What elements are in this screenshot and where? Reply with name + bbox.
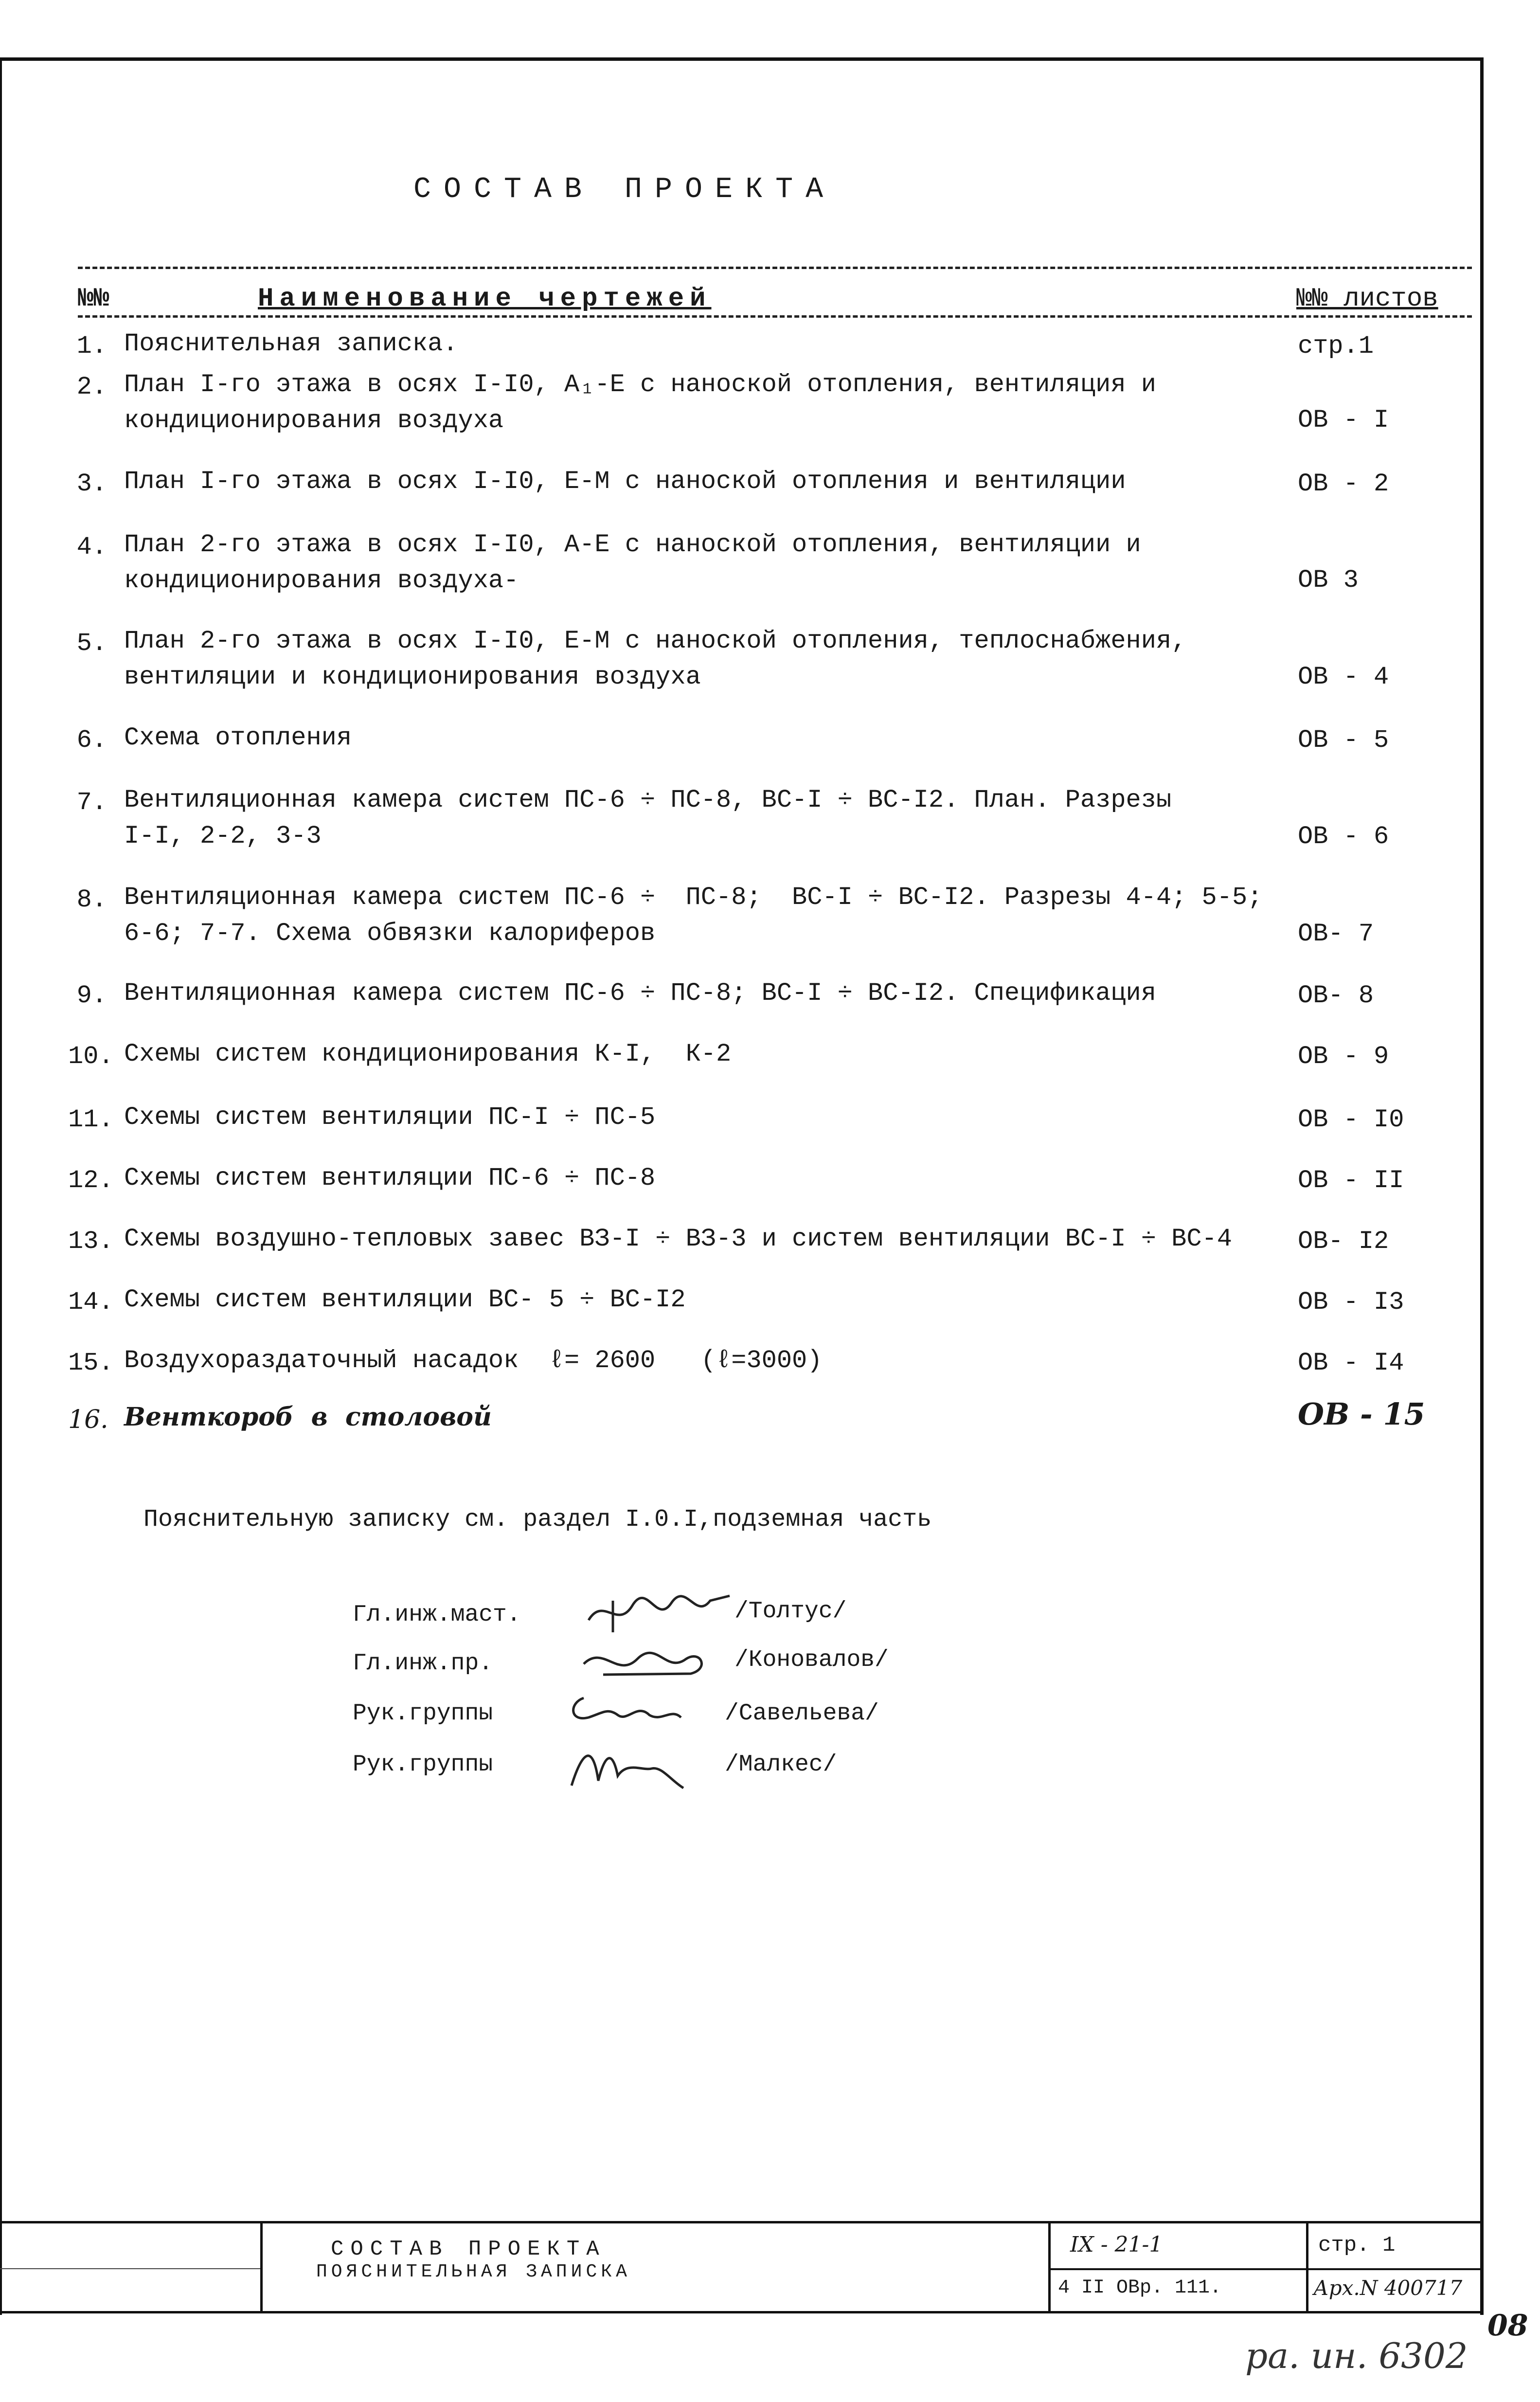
title-block-code: 4 II ОВр. 111. [1058,2277,1222,2299]
title-block-divider [1048,2268,1484,2270]
row-number: 7. [76,788,107,817]
row-sheet-code: ОВ- 7 [1298,920,1374,948]
row-sheet-code: ОВ - I4 [1298,1349,1404,1377]
row-description: План I-го этажа в осях I-I0, А₁-Е с наноской отопления, вентиляция и кондиционирования воздуха [124,370,1156,435]
row-description: Схемы воздушно-тепловых завес ВЗ-I ÷ ВЗ-3 и систем вентиляции ВС-I ÷ ВС-4 [124,1225,1232,1253]
row-description: Венткороб в столовой [124,1402,492,1432]
row-description: Вентиляционная камера систем ПС-6 ÷ ПС-8; ВС-I ÷ ВС-I2. Спецификация [124,979,1156,1008]
row-sheet-code: ОВ - I [1298,406,1389,434]
row-sheet-code: ОВ - 6 [1298,822,1389,851]
row-number: 13. [68,1227,114,1256]
row-sheet-code: ОВ - 9 [1298,1042,1389,1071]
handwritten-inventory-stamp: ра. ин. 6302 [1245,2335,1468,2376]
title-block-title: СОСТАВ ПРОЕКТА [331,2237,606,2261]
title-block-archive-number: Арх.N 400717 [1313,2276,1463,2300]
signature-role: Рук.группы [353,1752,493,1778]
row-description: План I-го этажа в осях I-I0, Е-М с наноской отопления и вентиляции [124,467,1126,496]
title-block-subtitle: ПОЯСНИТЕЛЬНАЯ ЗАПИСКА [316,2261,631,2282]
row-number: 1. [76,332,107,361]
row-number: 3. [76,470,107,498]
row-sheet-code: ОВ - II [1298,1166,1404,1195]
dashed-divider [78,315,1472,318]
signature-name: /Толтус/ [734,1598,847,1625]
row-number: 4. [76,533,107,561]
row-description: Пояснительная записка. [124,329,458,358]
row-number: 12. [68,1166,114,1195]
signature-name: /Коновалов/ [734,1647,889,1673]
row-number: 6. [76,726,107,755]
document-title: СОСТАВ ПРОЕКТА [413,173,836,206]
corner-page-mark: 08 [1487,2309,1528,2343]
row-sheet-code: ОВ - 5 [1298,726,1389,755]
title-block-page: стр. 1 [1318,2233,1396,2258]
row-description: Схемы систем вентиляции ПС-I ÷ ПС-5 [124,1103,656,1132]
row-description: Воздухораздаточный насадок ℓ= 2600 (ℓ=3000) [124,1346,823,1375]
row-number: 2. [76,373,107,401]
row-description: План 2-го этажа в осях I-I0, Е-М с наноской отопления, теплоснабжения, вентиляции и кондиционирования воздуха [124,627,1187,691]
row-number: 16. [68,1405,108,1434]
signature-role: Гл.инж.пр. [353,1650,493,1677]
row-sheet-code: ОВ - 4 [1298,663,1389,691]
signature-scribble-icon [564,1742,691,1795]
signature-name: /Малкес/ [725,1752,837,1778]
signature-scribble-icon [584,1586,739,1640]
title-block [0,2221,1484,2313]
row-sheet-code: ОВ 3 [1298,566,1359,595]
row-number: 8. [76,885,107,914]
row-sheet-code: ОВ - 15 [1298,1396,1425,1432]
signature-scribble-icon [574,1640,720,1683]
title-block-divider [260,2223,263,2311]
row-number: 11. [68,1105,114,1134]
row-number: 14. [68,1288,114,1317]
row-description: Схемы систем вентиляции ПС-6 ÷ ПС-8 [124,1164,656,1192]
row-sheet-code: ОВ- 8 [1298,981,1374,1010]
row-sheet-code: стр.1 [1298,332,1374,361]
signature-role: Рук.группы [353,1700,493,1727]
title-block-divider [1048,2223,1051,2311]
signature-role: Гл.инж.маст. [353,1602,521,1628]
row-sheet-code: ОВ - I3 [1298,1288,1404,1317]
row-number: 10. [68,1042,114,1071]
signature-scribble-icon [564,1688,691,1732]
row-description: Вентиляционная камера систем ПС-6 ÷ ПС-8, ВС-I ÷ ВС-I2. План. Разрезы I-I, 2-2, 3-3 [124,786,1172,850]
row-description: Вентиляционная камера систем ПС-6 ÷ ПС-8; ВС-I ÷ ВС-I2. Разрезы 4-4; 5-5; 6-6; 7-7. Схема обвязки калориферов [124,883,1263,948]
row-sheet-code: ОВ- I2 [1298,1227,1389,1256]
header-drawing-name: Наименование чертежей [258,284,712,314]
row-number: 9. [76,981,107,1010]
row-number: 5. [76,629,107,658]
row-sheet-code: ОВ - 2 [1298,470,1389,498]
header-number: №№ [78,284,109,314]
row-number: 15. [68,1349,114,1377]
row-description: Схема отопления [124,723,352,752]
title-block-divider [1306,2223,1308,2311]
row-description: План 2-го этажа в осях I-I0, А-Е с наноской отопления, вентиляции и кондиционирования воздуха- [124,530,1141,595]
row-sheet-code: ОВ - I0 [1298,1105,1404,1134]
explanatory-note: Пояснительную записку см. раздел I.0.I,подземная часть [143,1506,932,1534]
title-block-code: IX - 21-1 [1070,2232,1163,2257]
title-block-divider [0,2268,260,2269]
signature-name: /Савельева/ [725,1700,879,1727]
dashed-divider [78,267,1472,269]
row-description: Схемы систем кондиционирования К-I, К-2 [124,1040,732,1068]
header-sheet-numbers: №№ листов [1296,284,1438,314]
row-description: Схемы систем вентиляции ВС- 5 ÷ ВС-I2 [124,1285,686,1314]
